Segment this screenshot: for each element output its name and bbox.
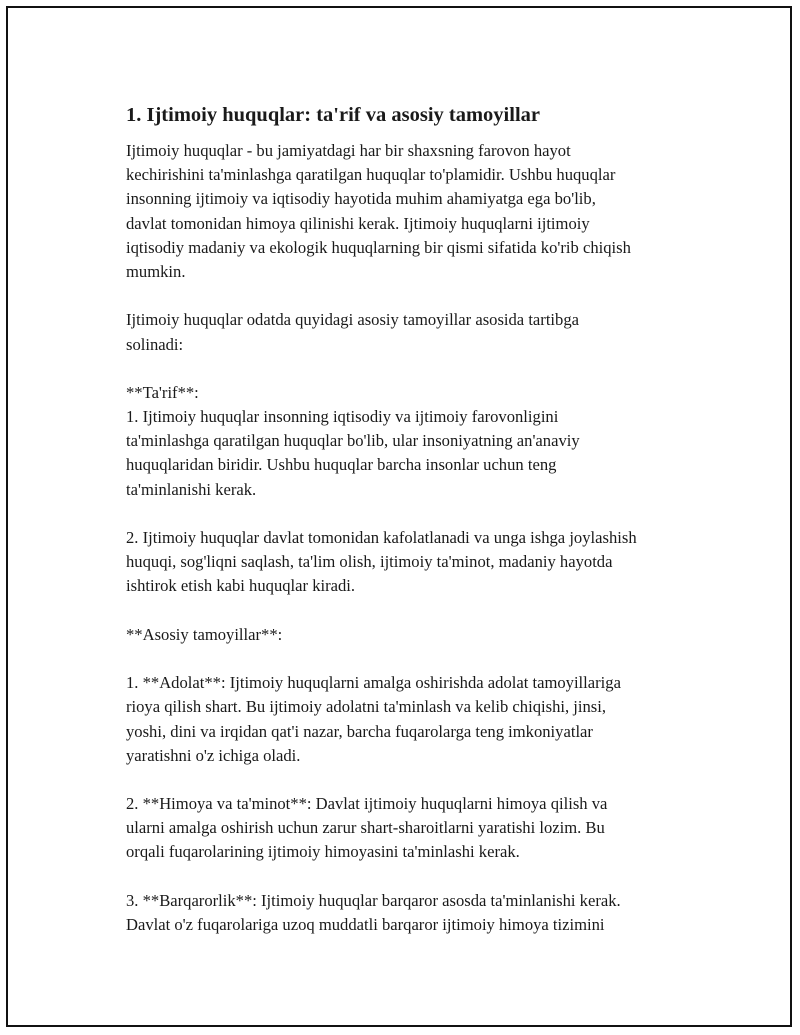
text-line: yoshi, dini va irqidan qat'i nazar, barcha fuqarolarga teng imkoniyatlar bbox=[126, 721, 593, 741]
page-frame bbox=[6, 6, 792, 1027]
paragraph-principles-intro bbox=[126, 308, 726, 356]
text-line: 1. **Adolat**: Ijtimoiy huquqlarni amalga oshirishda adolat tamoyillariga bbox=[126, 673, 621, 693]
paragraph-gap bbox=[126, 647, 726, 671]
text-line: ta'minlashga qaratilgan huquqlar bo'lib, ular insoniyatning an'anaviy bbox=[126, 431, 580, 451]
paragraph-gap bbox=[126, 865, 726, 889]
text-line: iqtisodiy madaniy va ekologik huquqlarning bir qismi sifatida ko'rib chiqish bbox=[126, 237, 631, 257]
paragraph-stability bbox=[126, 889, 726, 937]
text-line: solinadi: bbox=[126, 334, 184, 354]
text-line: 1. Ijtimoiy huquqlar insonning iqtisodiy va ijtimoiy farovonligini bbox=[126, 407, 559, 427]
paragraph-gap bbox=[126, 357, 726, 381]
paragraph-gap bbox=[126, 284, 726, 308]
paragraph-definition bbox=[126, 381, 726, 502]
text-line: Davlat o'z fuqarolariga uzoq muddatli barqaror ijtimoiy himoya tizimini bbox=[126, 915, 605, 934]
text-line: **Ta'rif**: bbox=[126, 382, 199, 402]
text-line: davlat tomonidan himoya qilinishi kerak. Ijtimoiy huquqlarni ijtimoiy bbox=[126, 213, 590, 233]
text-line: Ijtimoiy huquqlar - bu jamiyatdagi har bir shaxsning farovon hayot bbox=[126, 141, 571, 160]
text-line: orqali fuqarolarining ijtimoiy himoyasini ta'minlashi kerak. bbox=[126, 842, 520, 862]
document-body bbox=[126, 102, 726, 937]
text-line: huquqi, sog'liqni saqlash, ta'lim olish, ijtimoiy ta'minot, madaniy hayotda bbox=[126, 552, 613, 572]
paragraph-intro bbox=[126, 139, 726, 284]
paragraph-gap bbox=[126, 502, 726, 526]
text-line: insonning ijtimoiy va iqtisodiy hayotida muhim ahamiyatga ega bo'lib, bbox=[126, 189, 596, 209]
text-line: ularni amalga oshirish uchun zarur shart-sharoitlarni yaratishi lozim. Bu bbox=[126, 818, 605, 838]
text-line: ta'minlanishi kerak. bbox=[126, 479, 257, 499]
paragraph-gap bbox=[126, 768, 726, 792]
document-title: 1. Ijtimoiy huquqlar: ta'rif va asosiy tamoyillar bbox=[126, 104, 540, 126]
text-line: 2. **Himoya va ta'minot**: Davlat ijtimoiy huquqlarni himoya qilish va bbox=[126, 794, 608, 814]
text-line: mumkin. bbox=[126, 261, 186, 281]
paragraph-justice bbox=[126, 671, 726, 768]
paragraph-protection bbox=[126, 792, 726, 865]
text-line: rioya qilish shart. Bu ijtimoiy adolatni ta'minlash va kelib chiqishi, jinsi, bbox=[126, 697, 607, 717]
text-line: Ijtimoiy huquqlar odatda quyidagi asosiy tamoyillar asosida tartibga bbox=[126, 310, 580, 330]
paragraph-gap bbox=[126, 599, 726, 623]
text-line: 2. Ijtimoiy huquqlar davlat tomonidan kafolatlanadi va unga ishga joylashish bbox=[126, 528, 637, 547]
paragraph-principles-heading bbox=[126, 623, 726, 647]
text-line: ishtirok etish kabi huquqlar kiradi. bbox=[126, 576, 356, 596]
paragraph-definition-2 bbox=[126, 526, 726, 599]
text-line: **Asosiy tamoyillar**: bbox=[126, 624, 283, 644]
text-line: kechirishini ta'minlashga qaratilgan huquqlar to'plamidir. Ushbu huquqlar bbox=[126, 165, 616, 185]
text-line: 3. **Barqarorlik**: Ijtimoiy huquqlar barqaror asosda ta'minlanishi kerak. bbox=[126, 890, 621, 910]
text-line: huquqlaridan biridir. Ushbu huquqlar barcha insonlar uchun teng bbox=[126, 455, 557, 475]
text-line: yaratishni o'z ichiga oladi. bbox=[126, 745, 301, 765]
